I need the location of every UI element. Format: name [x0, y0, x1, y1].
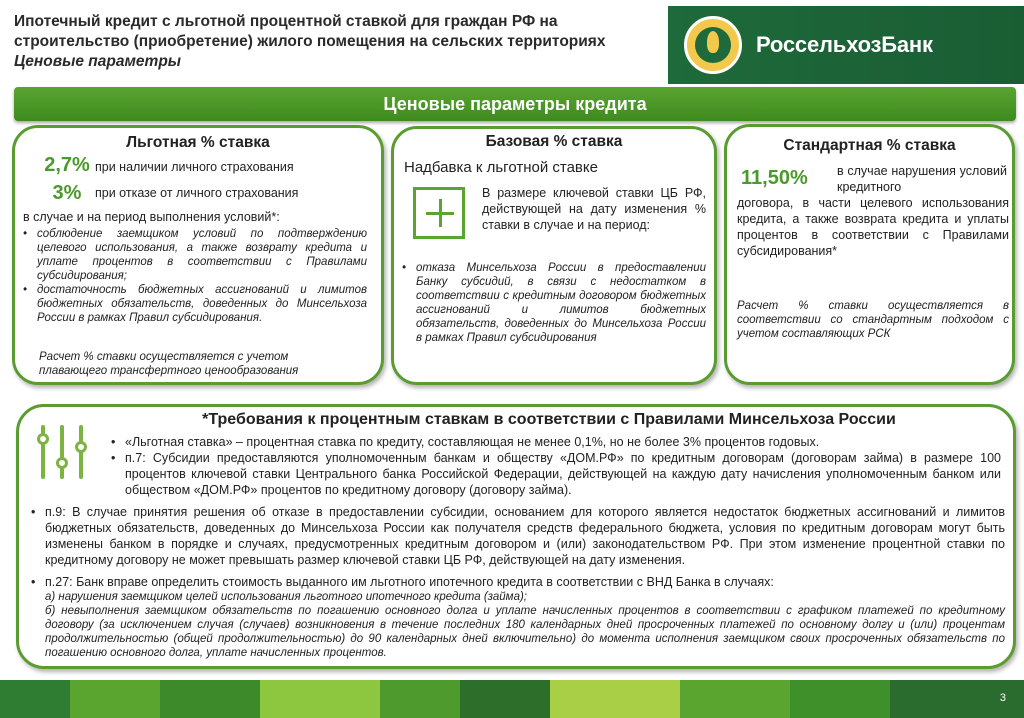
- base-rate-title: Базовая % ставка: [485, 133, 623, 150]
- requirements-block: [16, 404, 1016, 669]
- standard-rate-text: договора, в части целевого использования кредита, а также возврата кредита и уплаты процентов в соответствии с Правилами субсидирования*: [737, 196, 1009, 258]
- conditions-intro: в случае и на период выполнения условий*:: [23, 210, 280, 224]
- base-rate-subtitle: Надбавка к льготной ставке: [404, 159, 598, 176]
- list-item: • «Льготная ставка» – процентная ставка по кредиту, составляющая не менее 0,1%, но не более 3% процентов годовых.: [109, 434, 1001, 450]
- standard-rate-value: 11,50%: [741, 167, 808, 189]
- title-line-1: Ипотечный кредит с льготной процентной ставкой для граждан РФ на: [14, 13, 558, 30]
- page-number: 3: [999, 692, 1006, 704]
- standard-rate-title: Стандартная % ставка: [783, 137, 956, 154]
- bank-name: РоссельхозБанк: [756, 32, 933, 57]
- standard-rate-text-lead: в случае нарушения условий кредитного: [837, 164, 1007, 194]
- rate-without-insurance: 3%: [52, 182, 82, 204]
- list-item: • п.9: В случае принятия решения об отказе в предоставлении субсидии, основанием для которого является недостаток бюджетных ассигнований и лимитов бюджетных обязательств, доведенных до Минсельхоза России как получателя средств федерального бюджета, условия по кредитным договорам могут быть изменены банком в порядке и случаях, предусмотренных кредитным договором и (или) законодательством РФ. При этом изменение процентной ставки по кредитному договору не может превышать размер ключевой ставки ЦБ РФ, действующей на дату изменения.: [29, 504, 1005, 568]
- list-item-text: • п.27: Банк вправе определить стоимость выданного им льготного ипотечного кредита в соответствии с ВНД Банка в случаях:: [45, 575, 774, 589]
- bank-logo: [668, 6, 1024, 84]
- sub-item-a: а) нарушения заемщиком целей использования льготного ипотечного кредита (займа);: [45, 591, 527, 603]
- emblem-text: РСХБ: [703, 53, 723, 60]
- list-item: • достаточность бюджетных ассигнований и лимитов бюджетных обязательств, доведенных до Минсельхоза России в рамках Правил субсидирования.: [21, 283, 367, 325]
- title-line-2: строительство (приобретение) жилого помещения на сельских территориях: [14, 33, 606, 50]
- requirements-title: *Требования к процентным ставкам в соответствии с Правилами Минсельхоза России: [202, 411, 896, 428]
- requirements-list-bottom: [29, 504, 1005, 660]
- conditions-list: [21, 227, 367, 325]
- page-subtitle: Ценовые параметры: [14, 53, 182, 70]
- list-item: • отказа Минсельхоза России в предоставлении Банку субсидий, в связи с недостатком в соответствии с кредитным договором бюджетных ассигнований и лимитов бюджетных обязательств, доведенных до Минсельхоза России в рамках Правил субсидирования: [400, 261, 706, 345]
- preferential-note: Расчет % ставки осуществляется с учетом плавающего трансфертного ценообразования: [39, 351, 299, 377]
- rate-without-insurance-text: при отказе от личного страхования: [95, 186, 299, 200]
- requirements-list-top: [109, 434, 1001, 498]
- preferential-rate-title: Льготная % ставка: [126, 134, 270, 151]
- sliders-icon: [37, 425, 87, 479]
- list-item: • п.7: Субсидии предоставляются уполномоченным банкам и обществу «ДОМ.РФ» по кредитным договорам (договорам займа) в размере 100 процентов ключевой ставки Центрального банка Российской Федерации, действующей на каждую дату начисления уполномоченным банком или обществом «ДОМ.РФ» процентов по кредитному договору (договору займа).: [109, 450, 1001, 498]
- footer-stripes: [0, 680, 1024, 718]
- rate-with-insurance: 2,7%: [44, 154, 90, 176]
- plus-icon: [413, 187, 465, 239]
- sub-item-b: б) невыполнения заемщиком обязательств по погашению основного долга и уплате начисленных процентов в соответствии с графиком платежей по кредитному договору (за исключением случая (случаев) возникновения в течение последних 180 календарных дней просроченных платежей по основному долгу и (или) процентам продолжительностью (общей продолжительностью) до 90 календарных дней включительно) до момента исполнения заемщиком своих просроченных обязательств по погашению основного долга, уплате начисленных процентов.: [45, 605, 1005, 659]
- base-rate-card: [391, 126, 717, 385]
- standard-rate-note: Расчет % ставки осуществляется в соответствии со стандартным подходом с учетом составляющих РСК: [737, 300, 1009, 340]
- page-title: [14, 12, 674, 72]
- standard-rate-card: [724, 124, 1015, 385]
- preferential-rate-card: [12, 125, 384, 385]
- section-banner: Ценовые параметры кредита: [14, 87, 1016, 121]
- bank-emblem-icon: [684, 16, 742, 74]
- base-rate-list: [400, 261, 706, 345]
- rate-with-insurance-text: при наличии личного страхования: [95, 160, 294, 174]
- base-rate-text: В размере ключевой ставки ЦБ РФ, действующей на дату изменения % ставки в случае и на период:: [482, 186, 706, 232]
- list-item: [29, 574, 1005, 660]
- list-item: • соблюдение заемщиком условий по подтверждению целевого использования, а также возврату кредита и уплате процентов в соответствии с Правилами субсидирования;: [21, 227, 367, 283]
